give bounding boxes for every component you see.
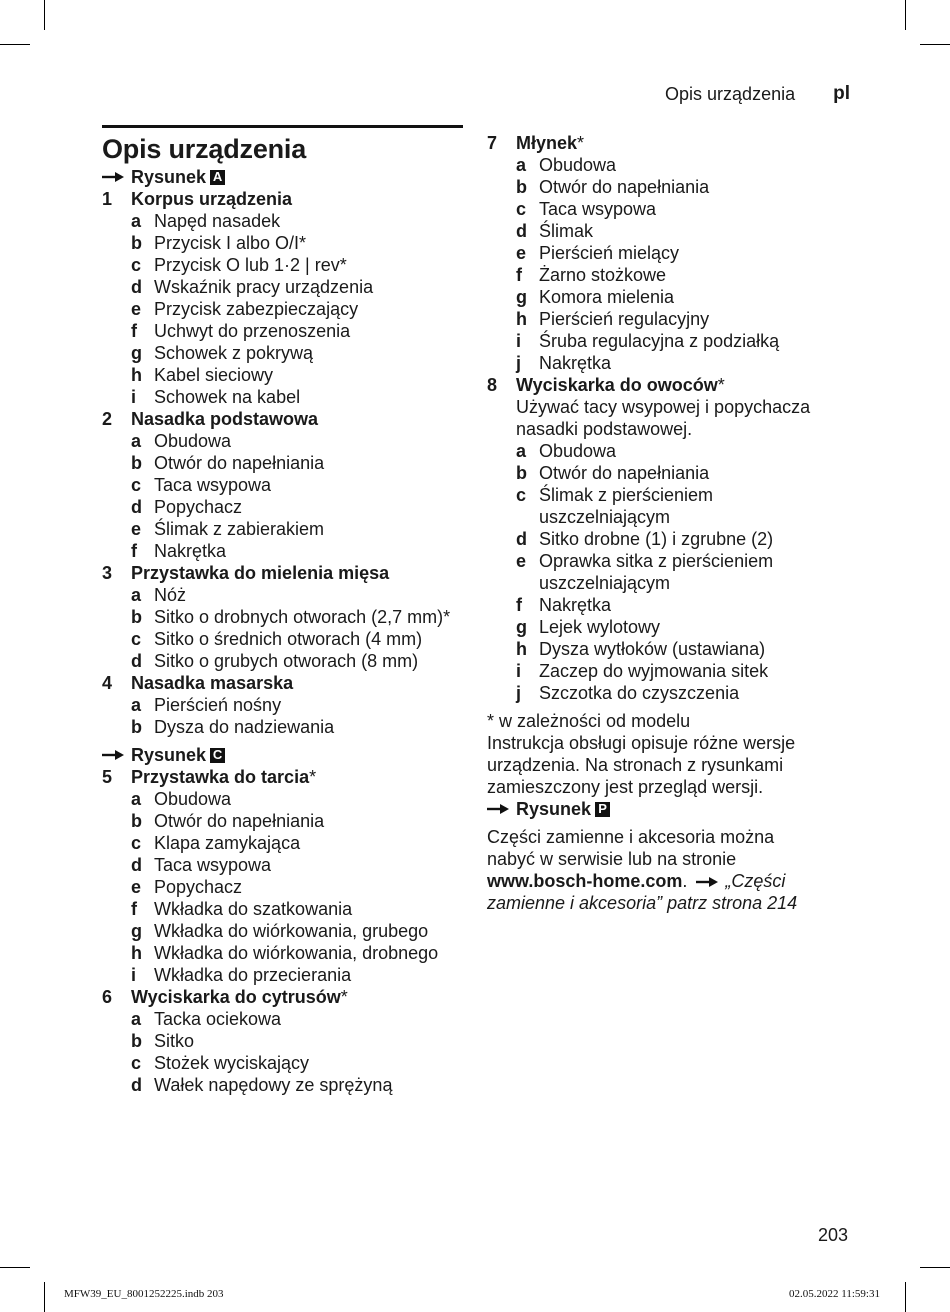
item-label: Popychacz (154, 877, 243, 897)
item-label: Obudowa (154, 431, 232, 451)
header-section: Opis urządzenia (665, 84, 796, 104)
list-item (102, 650, 464, 672)
item-label: Schowek z pokrywą (154, 343, 314, 363)
list-item (102, 876, 464, 898)
list-item (102, 298, 464, 320)
item-label: Ślimak z pierścieniem (539, 485, 714, 505)
item-label: Sitko o grubych otworach (8 mm) (154, 651, 419, 671)
list-item (102, 342, 464, 364)
item-label: Żarno stożkowe (539, 265, 667, 285)
list-item (487, 484, 827, 506)
parts-text: nabyć w serwisie lub na stronie (487, 849, 737, 869)
item-label: Pierścień regulacyjny (539, 309, 710, 329)
section-note: nasadki podstawowej. (516, 419, 693, 439)
item-letter: c (516, 485, 527, 505)
item-label: Oprawka sitka z pierścieniem (539, 551, 774, 571)
item-letter: h (131, 943, 142, 963)
list-item (102, 276, 464, 298)
list-item (102, 854, 464, 876)
list-item (487, 616, 827, 638)
list-item (102, 430, 464, 452)
crop-mark (905, 1282, 906, 1312)
item-label: Dysza wytłoków (ustawiana) (539, 639, 766, 659)
item-letter: a (131, 431, 142, 451)
list-item (487, 550, 827, 572)
item-letter: a (131, 211, 142, 231)
list-item (102, 540, 464, 562)
section-heading: 2 Nasadka podstawowa (102, 409, 319, 429)
item-letter: f (131, 899, 137, 919)
item-letter: h (516, 639, 527, 659)
item-label: Przycisk O lub 1·2 | rev* (154, 255, 347, 275)
item-label: Komora mielenia (539, 287, 675, 307)
item-label: Dysza do nadziewania (154, 717, 335, 737)
item-label: Wkładka do wiórkowania, drobnego (154, 943, 439, 963)
item-letter: d (131, 497, 142, 517)
item-label: Przycisk zabezpieczający (154, 299, 359, 319)
list-item (102, 606, 464, 628)
item-label: Pierścień mielący (539, 243, 680, 263)
item-letter: j (516, 683, 522, 703)
item-label: Taca wsypowa (154, 475, 272, 495)
page-ref-link[interactable]: „Części (725, 871, 786, 891)
item-letter: g (516, 617, 527, 637)
crop-mark (44, 0, 45, 30)
item-label: Otwór do napełniania (539, 177, 710, 197)
list-item (487, 264, 827, 286)
item-label: Sitko drobne (1) i zgrubne (2) (539, 529, 774, 549)
item-label: Otwór do napełniania (154, 811, 325, 831)
item-letter: c (131, 629, 142, 649)
item-label: Zaczep do wyjmowania sitek (539, 661, 769, 681)
arrow-icon (696, 877, 718, 887)
section-heading: 3 Przystawka do mielenia mięsa (102, 563, 390, 583)
list-item (102, 474, 464, 496)
figure-letter-badge: P (595, 802, 610, 817)
list-item (102, 964, 464, 986)
running-header (665, 82, 850, 106)
item-letter: g (131, 921, 142, 941)
list-item (102, 254, 464, 276)
item-label: Taca wsypowa (539, 199, 657, 219)
item-label: Uchwyt do przenoszenia (154, 321, 351, 341)
item-letter: c (516, 199, 527, 219)
list-item (102, 1074, 464, 1096)
footnote: * w zależności od modelu (487, 711, 691, 731)
item-label: Obudowa (539, 155, 617, 175)
item-letter: a (516, 441, 527, 461)
item-letter: b (516, 177, 527, 197)
list-item (487, 660, 827, 682)
item-label: Szczotka do czyszczenia (539, 683, 740, 703)
list-item (102, 364, 464, 386)
item-label: Wkładka do przecierania (154, 965, 352, 985)
item-label: Stożek wyciskający (154, 1053, 310, 1073)
item-letter: e (516, 243, 527, 263)
section-heading: 4 Nasadka masarska (102, 673, 294, 693)
section-heading: 6 Wyciskarka do cytrusów* (102, 987, 348, 1007)
item-letter: i (131, 387, 137, 407)
list-item (102, 942, 464, 964)
item-letter: i (131, 965, 137, 985)
item-label: Tacka ociekowa (154, 1009, 282, 1029)
item-label: Sitko o drobnych otworach (2,7 mm)* (154, 607, 451, 627)
page-ref-link[interactable]: zamienne i akcesoria” patrz strona 214 (487, 893, 798, 913)
item-label: Wskaźnik pracy urządzenia (154, 277, 374, 297)
list-item (487, 682, 827, 704)
list-item (102, 788, 464, 810)
list-item (487, 330, 827, 352)
list-item (102, 1052, 464, 1074)
item-letter: c (131, 1053, 142, 1073)
item-label: Napęd nasadek (154, 211, 281, 231)
arrow-icon (487, 804, 509, 814)
list-item (102, 810, 464, 832)
item-letter: e (131, 299, 142, 319)
item-letter: d (131, 651, 142, 671)
item-letter: i (516, 331, 522, 351)
item-letter: b (131, 607, 142, 627)
left-column (102, 125, 464, 1096)
item-letter: a (516, 155, 527, 175)
crop-mark (920, 1267, 950, 1268)
item-letter: e (516, 551, 527, 571)
page-title: Opis urządzenia (102, 134, 307, 164)
item-label: Wałek napędowy ze sprężyną (154, 1075, 393, 1095)
arrow-icon (102, 750, 124, 760)
title-rule (102, 125, 463, 128)
list-item (102, 584, 464, 606)
item-letter: d (516, 529, 527, 549)
figure-ref-a: Rysunek A (102, 166, 464, 188)
header-lang: pl (833, 83, 850, 104)
list-item (102, 920, 464, 942)
item-letter: a (131, 695, 142, 715)
item-label: Przycisk I albo O/I* (154, 233, 307, 253)
right-column (487, 132, 827, 914)
parts-text (487, 892, 827, 914)
item-letter: d (131, 855, 142, 875)
item-label: Obudowa (154, 789, 232, 809)
list-item (102, 1008, 464, 1030)
item-letter: c (131, 475, 142, 495)
item-label: Ślimak (539, 221, 594, 241)
info-text: Instrukcja obsługi opisuje różne wersje (487, 733, 796, 753)
section-heading: 7 Młynek* (487, 133, 585, 153)
item-letter: h (131, 365, 142, 385)
item-label: Otwór do napełniania (539, 463, 710, 483)
list-item (102, 716, 464, 738)
crop-mark (920, 44, 950, 45)
list-item (487, 242, 827, 264)
list-item (487, 176, 827, 198)
item-label: Nakrętka (539, 353, 612, 373)
list-item (102, 898, 464, 920)
parts-text: www.bosch-home.com. „Części (487, 871, 786, 891)
item-label: Taca wsypowa (154, 855, 272, 875)
item-label: Wkładka do szatkowania (154, 899, 353, 919)
list-item-continuation: uszczelniającym (539, 507, 671, 527)
list-item-continuation: uszczelniającym (539, 573, 671, 593)
item-letter: a (131, 585, 142, 605)
item-label: Nakrętka (154, 541, 227, 561)
item-letter: c (131, 255, 142, 275)
info-text: urządzenia. Na stronach z rysunkami (487, 755, 784, 775)
bosch-url-link[interactable]: www.bosch-home.com (487, 871, 683, 891)
item-letter: g (131, 343, 142, 363)
arrow-icon (102, 172, 124, 182)
figure-ref-p: Rysunek P (487, 798, 827, 820)
figure-ref-c: Rysunek C (102, 744, 464, 766)
item-letter: e (131, 877, 142, 897)
item-label: Obudowa (539, 441, 617, 461)
item-letter: g (516, 287, 527, 307)
list-item (487, 352, 827, 374)
item-label: Nakrętka (539, 595, 612, 615)
list-item (487, 286, 827, 308)
list-item (487, 198, 827, 220)
crop-mark (905, 0, 906, 30)
item-letter: d (516, 221, 527, 241)
crop-mark (0, 44, 30, 45)
info-text: zamieszczony jest przegląd wersji. (487, 777, 764, 797)
item-letter: b (131, 717, 142, 737)
footer-file: MFW39_EU_8001252225.indb 203 (64, 1288, 224, 1300)
list-item (102, 1030, 464, 1052)
item-label: Nóż (154, 585, 187, 605)
item-label: Klapa zamykająca (154, 833, 301, 853)
item-letter: b (131, 1031, 142, 1051)
list-item (487, 638, 827, 660)
item-letter: a (131, 1009, 142, 1029)
section-note: Używać tacy wsypowej i popychacza (516, 397, 811, 417)
item-letter: j (516, 353, 522, 373)
item-label: Śruba regulacyjna z podziałką (539, 331, 780, 351)
item-letter: f (516, 265, 522, 285)
list-item (487, 220, 827, 242)
item-label: Sitko (154, 1031, 195, 1051)
figure-letter-badge: C (210, 748, 225, 763)
item-letter: e (131, 519, 142, 539)
item-label: Popychacz (154, 497, 243, 517)
list-item (102, 496, 464, 518)
list-item (487, 154, 827, 176)
item-label: Ślimak z zabierakiem (154, 519, 325, 539)
item-label: Wkładka do wiórkowania, grubego (154, 921, 429, 941)
parts-text: Części zamienne i akcesoria można (487, 827, 775, 847)
item-label: Lejek wylotowy (539, 617, 661, 637)
item-label: Otwór do napełniania (154, 453, 325, 473)
crop-mark (0, 1267, 30, 1268)
list-item (102, 232, 464, 254)
list-item (102, 210, 464, 232)
item-letter: f (131, 541, 137, 561)
list-item (102, 832, 464, 854)
item-letter: a (131, 789, 142, 809)
item-letter: b (131, 453, 142, 473)
list-item (487, 308, 827, 330)
item-letter: i (516, 661, 522, 681)
list-item (102, 320, 464, 342)
item-label: Kabel sieciowy (154, 365, 274, 385)
page-number: 203 (817, 1225, 848, 1245)
list-item (487, 528, 827, 550)
list-item (487, 594, 827, 616)
section-heading: 8 Wyciskarka do owoców* (487, 375, 725, 395)
section-heading: 5 Przystawka do tarcia* (102, 767, 317, 787)
list-item (102, 518, 464, 540)
item-label: Pierścień nośny (154, 695, 282, 715)
item-letter: d (131, 277, 142, 297)
item-letter: h (516, 309, 527, 329)
item-letter: b (516, 463, 527, 483)
section-heading: 1 Korpus urządzenia (102, 189, 293, 209)
footer-date: 02.05.2022 11:59:31 (789, 1288, 880, 1300)
list-item (102, 386, 464, 408)
item-letter: b (131, 233, 142, 253)
item-letter: d (131, 1075, 142, 1095)
list-item (487, 462, 827, 484)
list-item (487, 440, 827, 462)
item-label: Sitko o średnich otworach (4 mm) (154, 629, 423, 649)
figure-letter-badge: A (210, 170, 225, 185)
list-item (102, 452, 464, 474)
item-letter: b (131, 811, 142, 831)
item-label: Schowek na kabel (154, 387, 301, 407)
item-letter: f (131, 321, 137, 341)
crop-mark (44, 1282, 45, 1312)
list-item (102, 694, 464, 716)
item-letter: f (516, 595, 522, 615)
item-letter: c (131, 833, 142, 853)
list-item (102, 628, 464, 650)
